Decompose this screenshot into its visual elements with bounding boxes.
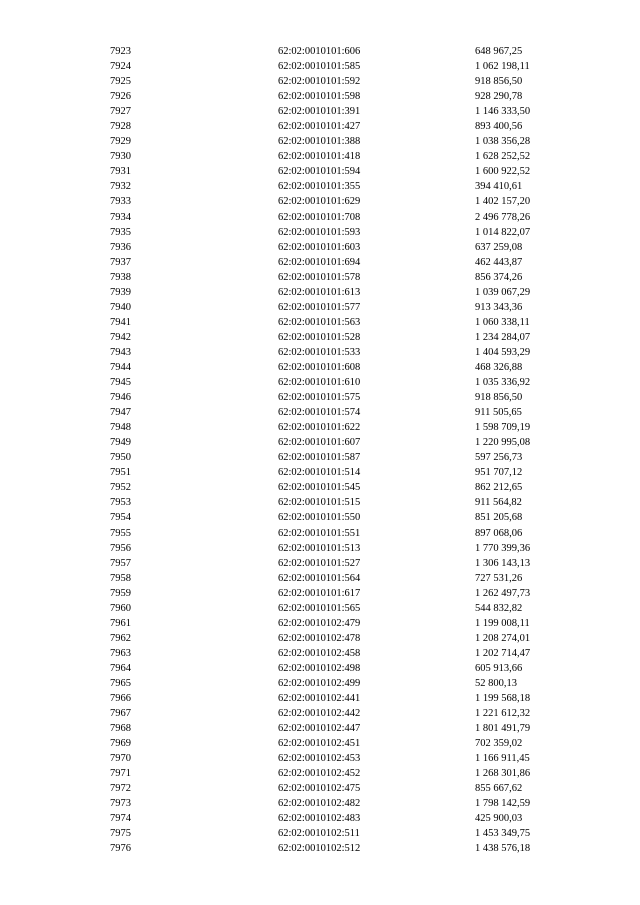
cadastral-number-cell: 62:02:0010101:578: [278, 271, 361, 283]
cadastral-number-cell: 62:02:0010101:594: [278, 166, 361, 178]
table-row: [108, 661, 585, 676]
cadastral-number-cell: 62:02:0010101:355: [278, 181, 361, 193]
cadastral-value-cell: 855 667,62: [475, 783, 523, 795]
table-row: [108, 480, 585, 495]
row-number-cell: 7930: [110, 151, 131, 163]
cadastral-value-cell: 1 262 497,73: [475, 587, 531, 599]
table-row: [108, 360, 585, 375]
cadastral-value-cell: 702 359,02: [475, 738, 523, 750]
row-number-cell: 7943: [110, 346, 131, 358]
cadastral-number-cell: 62:02:0010102:512: [278, 843, 361, 855]
table-row: [108, 194, 585, 209]
row-number-cell: 7968: [110, 723, 131, 735]
cadastral-number-cell: 62:02:0010101:388: [278, 136, 361, 148]
table-row: [108, 796, 585, 811]
cadastral-value-cell: 462 443,87: [475, 256, 523, 268]
table-row: [108, 149, 585, 164]
cadastral-number-cell: 62:02:0010101:613: [278, 286, 361, 298]
table-body: [108, 44, 585, 857]
cadastral-number-cell: 62:02:0010102:451: [278, 738, 361, 750]
cadastral-number-cell: 62:02:0010101:527: [278, 557, 361, 569]
row-number-cell: 7960: [110, 602, 131, 614]
row-number-cell: 7956: [110, 542, 131, 554]
table-row: [108, 74, 585, 89]
cadastral-number-cell: 62:02:0010101:551: [278, 527, 361, 539]
table-row: [108, 751, 585, 766]
row-number-cell: 7953: [110, 497, 131, 509]
cadastral-value-cell: 1 600 922,52: [475, 166, 531, 178]
table-row: [108, 616, 585, 631]
cadastral-value-cell: 1 268 301,86: [475, 768, 531, 780]
table-row: [108, 119, 585, 134]
row-number-cell: 7973: [110, 798, 131, 810]
table-row: [108, 330, 585, 345]
cadastral-value-cell: 544 832,82: [475, 602, 523, 614]
row-number-cell: 7974: [110, 813, 131, 825]
cadastral-value-cell: 1 038 356,28: [475, 136, 531, 148]
table-row: [108, 676, 585, 691]
row-number-cell: 7947: [110, 407, 131, 419]
table-row: [108, 375, 585, 390]
row-number-cell: 7964: [110, 662, 131, 674]
row-number-cell: 7935: [110, 226, 131, 238]
table-row: [108, 420, 585, 435]
cadastral-number-cell: 62:02:0010101:587: [278, 452, 361, 464]
cadastral-number-cell: 62:02:0010101:629: [278, 196, 361, 208]
table-row: [108, 465, 585, 480]
cadastral-number-cell: 62:02:0010101:513: [278, 542, 361, 554]
cadastral-number-cell: 62:02:0010102:442: [278, 708, 361, 720]
cadastral-value-cell: 1 628 252,52: [475, 151, 531, 163]
cadastral-number-cell: 62:02:0010101:514: [278, 467, 361, 479]
table-row: [108, 721, 585, 736]
cadastral-value-cell: 1 234 284,07: [475, 331, 531, 343]
cadastral-value-cell: 1 035 336,92: [475, 377, 531, 389]
table-row: [108, 44, 585, 59]
cadastral-value-cell: 1 202 714,47: [475, 647, 531, 659]
table-row: [108, 526, 585, 541]
row-number-cell: 7931: [110, 166, 131, 178]
cadastral-value-cell: 1 199 008,11: [475, 617, 530, 629]
cadastral-value-cell: 918 856,50: [475, 392, 523, 404]
table-row: [108, 450, 585, 465]
table-row: [108, 210, 585, 225]
cadastral-value-cell: 1 221 612,32: [475, 708, 531, 720]
cadastral-number-cell: 62:02:0010101:575: [278, 392, 361, 404]
row-number-cell: 7966: [110, 693, 131, 705]
cadastral-number-cell: 62:02:0010101:574: [278, 407, 361, 419]
row-number-cell: 7961: [110, 617, 131, 629]
cadastral-value-cell: 597 256,73: [475, 452, 523, 464]
row-number-cell: 7949: [110, 437, 131, 449]
cadastral-value-cell: 911 505,65: [475, 407, 522, 419]
table-row: [108, 270, 585, 285]
cadastral-value-cell: 1 798 142,59: [475, 798, 531, 810]
cadastral-number-cell: 62:02:0010101:708: [278, 211, 361, 223]
table-row: [108, 586, 585, 601]
cadastral-number-cell: 62:02:0010101:391: [278, 106, 361, 118]
cadastral-value-cell: 1 453 349,75: [475, 828, 531, 840]
cadastral-number-cell: 62:02:0010101:593: [278, 226, 361, 238]
cadastral-number-cell: 62:02:0010101:592: [278, 76, 361, 88]
cadastral-value-cell: 1 598 709,19: [475, 422, 531, 434]
cadastral-value-cell: 1 208 274,01: [475, 632, 531, 644]
row-number-cell: 7927: [110, 106, 131, 118]
cadastral-number-cell: 62:02:0010101:598: [278, 91, 361, 103]
cadastral-number-cell: 62:02:0010101:603: [278, 241, 361, 253]
row-number-cell: 7933: [110, 196, 131, 208]
table-row: [108, 706, 585, 721]
cadastral-value-cell: 851 205,68: [475, 512, 523, 524]
row-number-cell: 7936: [110, 241, 131, 253]
table-row: [108, 811, 585, 826]
cadastral-number-cell: 62:02:0010102:479: [278, 617, 361, 629]
cadastral-number-cell: 62:02:0010101:515: [278, 497, 361, 509]
row-number-cell: 7959: [110, 587, 131, 599]
cadastral-number-cell: 62:02:0010101:585: [278, 61, 361, 73]
row-number-cell: 7957: [110, 557, 131, 569]
cadastral-value-cell: 1 770 399,36: [475, 542, 531, 554]
cadastral-number-cell: 62:02:0010101:694: [278, 256, 361, 268]
cadastral-value-cell: 918 856,50: [475, 76, 523, 88]
table-row: [108, 601, 585, 616]
row-number-cell: 7976: [110, 843, 131, 855]
row-number-cell: 7926: [110, 91, 131, 103]
cadastral-number-cell: 62:02:0010101:577: [278, 301, 361, 313]
cadastral-value-cell: 425 900,03: [475, 813, 523, 825]
cadastral-value-cell: 1 801 491,79: [475, 723, 531, 735]
cadastral-number-cell: 62:02:0010101:565: [278, 602, 361, 614]
table-row: [108, 556, 585, 571]
cadastral-number-cell: 62:02:0010102:478: [278, 632, 361, 644]
cadastral-number-cell: 62:02:0010101:550: [278, 512, 361, 524]
table-row: [108, 240, 585, 255]
cadastral-value-cell: 893 400,56: [475, 121, 523, 133]
table-row: [108, 134, 585, 149]
row-number-cell: 7969: [110, 738, 131, 750]
table-row: [108, 510, 585, 525]
row-number-cell: 7934: [110, 211, 131, 223]
row-number-cell: 7958: [110, 572, 131, 584]
row-number-cell: 7967: [110, 708, 131, 720]
row-number-cell: 7940: [110, 301, 131, 313]
row-number-cell: 7924: [110, 61, 131, 73]
row-number-cell: 7952: [110, 482, 131, 494]
table-row: [108, 345, 585, 360]
table-row: [108, 766, 585, 781]
row-number-cell: 7928: [110, 121, 131, 133]
table-row: [108, 691, 585, 706]
table-row: [108, 405, 585, 420]
cadastral-number-cell: 62:02:0010102:499: [278, 677, 361, 689]
cadastral-value-cell: 1 404 593,29: [475, 346, 531, 358]
row-number-cell: 7970: [110, 753, 131, 765]
cadastral-value-cell: 727 531,26: [475, 572, 523, 584]
table-row: [108, 646, 585, 661]
row-number-cell: 7948: [110, 422, 131, 434]
table-row: [108, 571, 585, 586]
cadastral-number-cell: 62:02:0010102:441: [278, 693, 361, 705]
cadastral-value-cell: 913 343,36: [475, 301, 523, 313]
row-number-cell: 7929: [110, 136, 131, 148]
row-number-cell: 7923: [110, 46, 131, 57]
cadastral-value-cell: 394 410,61: [475, 181, 523, 193]
cadastral-number-cell: 62:02:0010101:563: [278, 316, 361, 328]
cadastral-number-cell: 62:02:0010101:622: [278, 422, 361, 434]
table-row: [108, 179, 585, 194]
cadastral-value-table: [108, 44, 585, 857]
cadastral-value-cell: 52 800,13: [475, 677, 517, 689]
cadastral-value-cell: 862 212,65: [475, 482, 523, 494]
row-number-cell: 7941: [110, 316, 131, 328]
cadastral-number-cell: 62:02:0010101:533: [278, 346, 361, 358]
row-number-cell: 7951: [110, 467, 131, 479]
cadastral-number-cell: 62:02:0010102:482: [278, 798, 361, 810]
cadastral-value-cell: 951 707,12: [475, 467, 523, 479]
cadastral-number-cell: 62:02:0010101:606: [278, 46, 361, 57]
row-number-cell: 7937: [110, 256, 131, 268]
cadastral-value-cell: 605 913,66: [475, 662, 523, 674]
cadastral-value-cell: 928 290,78: [475, 91, 523, 103]
cadastral-value-cell: 1 039 067,29: [475, 286, 531, 298]
cadastral-number-cell: 62:02:0010102:483: [278, 813, 361, 825]
row-number-cell: 7942: [110, 331, 131, 343]
cadastral-value-cell: 911 564,82: [475, 497, 522, 509]
cadastral-value-cell: 637 259,08: [475, 241, 523, 253]
row-number-cell: 7954: [110, 512, 131, 524]
row-number-cell: 7963: [110, 647, 131, 659]
cadastral-number-cell: 62:02:0010102:511: [278, 828, 360, 840]
cadastral-number-cell: 62:02:0010102:498: [278, 662, 361, 674]
cadastral-value-cell: 1 166 911,45: [475, 753, 530, 765]
row-number-cell: 7955: [110, 527, 131, 539]
table-row: [108, 541, 585, 556]
cadastral-value-cell: 856 374,26: [475, 271, 523, 283]
table-row: [108, 164, 585, 179]
cadastral-value-cell: 1 306 143,13: [475, 557, 531, 569]
cadastral-number-cell: 62:02:0010101:608: [278, 361, 361, 373]
cadastral-number-cell: 62:02:0010102:458: [278, 647, 361, 659]
cadastral-value-cell: 897 068,06: [475, 527, 523, 539]
row-number-cell: 7932: [110, 181, 131, 193]
cadastral-value-cell: 1 438 576,18: [475, 843, 531, 855]
cadastral-value-cell: 1 199 568,18: [475, 693, 531, 705]
row-number-cell: 7965: [110, 677, 131, 689]
row-number-cell: 7939: [110, 286, 131, 298]
cadastral-number-cell: 62:02:0010102:447: [278, 723, 361, 735]
table-row: [108, 781, 585, 796]
cadastral-number-cell: 62:02:0010101:610: [278, 377, 361, 389]
table-row: [108, 104, 585, 119]
table-row: [108, 435, 585, 450]
cadastral-number-cell: 62:02:0010102:452: [278, 768, 361, 780]
cadastral-value-cell: 1 014 822,07: [475, 226, 531, 238]
table-row: [108, 826, 585, 841]
cadastral-value-cell: 1 220 995,08: [475, 437, 531, 449]
table-row: [108, 736, 585, 751]
cadastral-value-cell: 648 967,25: [475, 46, 523, 57]
table-row: [108, 59, 585, 74]
cadastral-number-cell: 62:02:0010101:528: [278, 331, 361, 343]
table-row: [108, 841, 585, 856]
table-row: [108, 225, 585, 240]
row-number-cell: 7925: [110, 76, 131, 88]
cadastral-value-cell: 1 402 157,20: [475, 196, 531, 208]
row-number-cell: 7950: [110, 452, 131, 464]
row-number-cell: 7938: [110, 271, 131, 283]
row-number-cell: 7962: [110, 632, 131, 644]
cadastral-value-cell: 468 326,88: [475, 361, 523, 373]
row-number-cell: 7972: [110, 783, 131, 795]
table-row: [108, 495, 585, 510]
row-number-cell: 7946: [110, 392, 131, 404]
table-row: [108, 285, 585, 300]
row-number-cell: 7971: [110, 768, 131, 780]
cadastral-number-cell: 62:02:0010102:453: [278, 753, 361, 765]
cadastral-number-cell: 62:02:0010101:545: [278, 482, 361, 494]
cadastral-number-cell: 62:02:0010101:607: [278, 437, 361, 449]
table-row: [108, 390, 585, 405]
table-row: [108, 315, 585, 330]
cadastral-number-cell: 62:02:0010101:427: [278, 121, 361, 133]
row-number-cell: 7945: [110, 377, 131, 389]
cadastral-value-cell: 1 146 333,50: [475, 106, 531, 118]
row-number-cell: 7975: [110, 828, 131, 840]
table-row: [108, 89, 585, 104]
cadastral-value-cell: 1 062 198,11: [475, 61, 530, 73]
cadastral-value-cell: 1 060 338,11: [475, 316, 530, 328]
cadastral-number-cell: 62:02:0010101:564: [278, 572, 361, 584]
cadastral-value-cell: 2 496 778,26: [475, 211, 531, 223]
table-row: [108, 300, 585, 315]
row-number-cell: 7944: [110, 361, 131, 373]
cadastral-number-cell: 62:02:0010102:475: [278, 783, 361, 795]
table-row: [108, 255, 585, 270]
cadastral-number-cell: 62:02:0010101:418: [278, 151, 361, 163]
table-row: [108, 631, 585, 646]
cadastral-number-cell: 62:02:0010101:617: [278, 587, 361, 599]
